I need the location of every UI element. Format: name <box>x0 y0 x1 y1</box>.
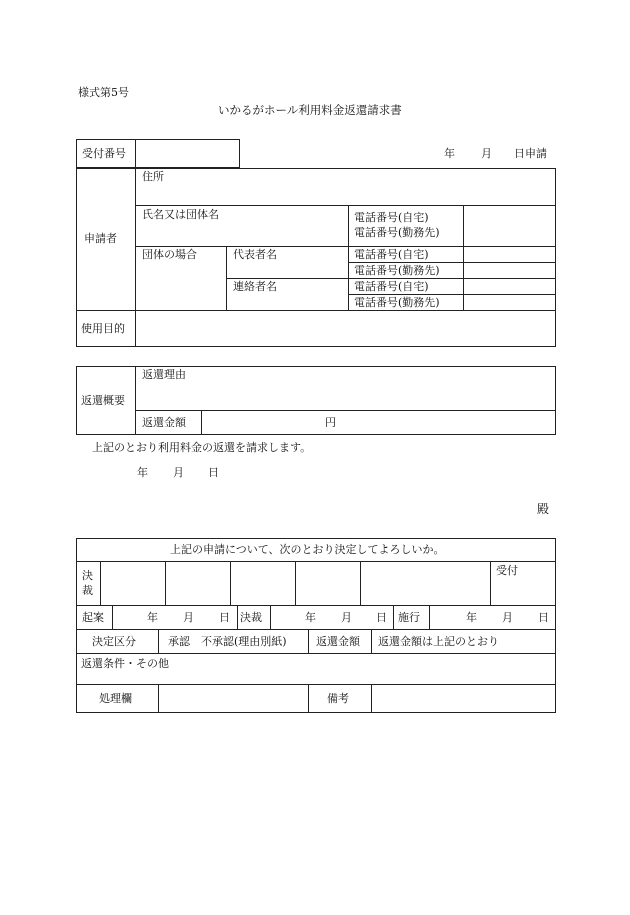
addressee-suffix: 殿 <box>537 502 550 516</box>
purpose-label: 使用目的 <box>81 322 125 335</box>
request-statement: 上記のとおり利用料金の返還を請求します。 <box>92 441 312 454</box>
application-month-label: 月 <box>481 147 492 160</box>
name-label: 氏名又は団体名 <box>142 208 219 221</box>
purpose-field[interactable] <box>137 312 555 346</box>
form-title: いかるがホール利用料金返還請求書 <box>218 103 402 117</box>
receipt-number-label: 受付番号 <box>82 147 126 160</box>
shiko-year-label: 年 <box>466 611 477 624</box>
kessai-month-label: 月 <box>341 611 352 624</box>
applicant-label: 申請者 <box>84 232 117 245</box>
phone-field[interactable] <box>465 207 555 245</box>
remarks-field[interactable] <box>373 686 554 711</box>
shiko-day-label: 日 <box>538 611 549 624</box>
receipt-number-field[interactable] <box>137 141 238 166</box>
phone-work-label: 電話番号(勤務先) <box>354 226 440 239</box>
rep-phone-home-label: 電話番号(自宅) <box>354 248 429 261</box>
processing-field[interactable] <box>160 686 306 711</box>
name-field[interactable] <box>137 222 347 245</box>
contact-phone-home-label: 電話番号(自宅) <box>354 280 429 293</box>
group-case-label: 団体の場合 <box>142 248 197 261</box>
form-number: 様式第5号 <box>78 86 129 99</box>
application-day-label: 日申請 <box>514 147 547 160</box>
processing-label: 処理欄 <box>99 692 132 705</box>
yen-unit: 円 <box>325 416 336 429</box>
kian-month-label: 月 <box>183 611 194 624</box>
refund-amount-label: 返還金額 <box>142 416 186 429</box>
kian-year-label: 年 <box>147 611 158 624</box>
address-field[interactable] <box>137 184 555 204</box>
refund-amount-field[interactable] <box>203 412 321 434</box>
refund-reason-field[interactable] <box>137 383 555 409</box>
decision-amount-label: 返還金額 <box>316 635 360 648</box>
refund-reason-label: 返還理由 <box>142 368 186 381</box>
contact-phone-work-label: 電話番号(勤務先) <box>354 296 440 309</box>
conditions-label: 返還条件・その他 <box>81 657 169 670</box>
kubun-options: 承認 不承認(理由別紙) <box>168 635 287 648</box>
kessai-date-label: 決裁 <box>240 611 262 624</box>
decision-header: 上記の申請について、次のとおり決定してよろしいか。 <box>170 543 445 556</box>
contact-label: 連絡者名 <box>233 280 277 293</box>
shiko-label: 施行 <box>398 611 420 624</box>
request-year-label: 年 <box>137 466 148 479</box>
kubun-label: 決定区分 <box>92 635 136 648</box>
shiko-month-label: 月 <box>502 611 513 624</box>
kessai-year-label: 年 <box>305 611 316 624</box>
kessai-char-1: 決 <box>82 569 93 582</box>
kian-day-label: 日 <box>219 611 230 624</box>
kessai-char-2: 裁 <box>82 584 93 597</box>
remarks-label: 備考 <box>327 692 349 705</box>
request-month-label: 月 <box>173 466 184 479</box>
decision-amount-note: 返還金額は上記のとおり <box>378 635 499 648</box>
application-year-label: 年 <box>444 147 455 160</box>
address-label: 住所 <box>142 170 164 183</box>
request-day-label: 日 <box>208 466 219 479</box>
representative-label: 代表者名 <box>233 248 277 261</box>
phone-home-label: 電話番号(自宅) <box>354 211 429 224</box>
kessai-day-label: 日 <box>376 611 387 624</box>
refund-summary-label: 返還概要 <box>81 394 125 407</box>
kian-label: 起案 <box>82 611 104 624</box>
uketsuke-label: 受付 <box>496 564 518 577</box>
rep-phone-work-label: 電話番号(勤務先) <box>354 264 440 277</box>
